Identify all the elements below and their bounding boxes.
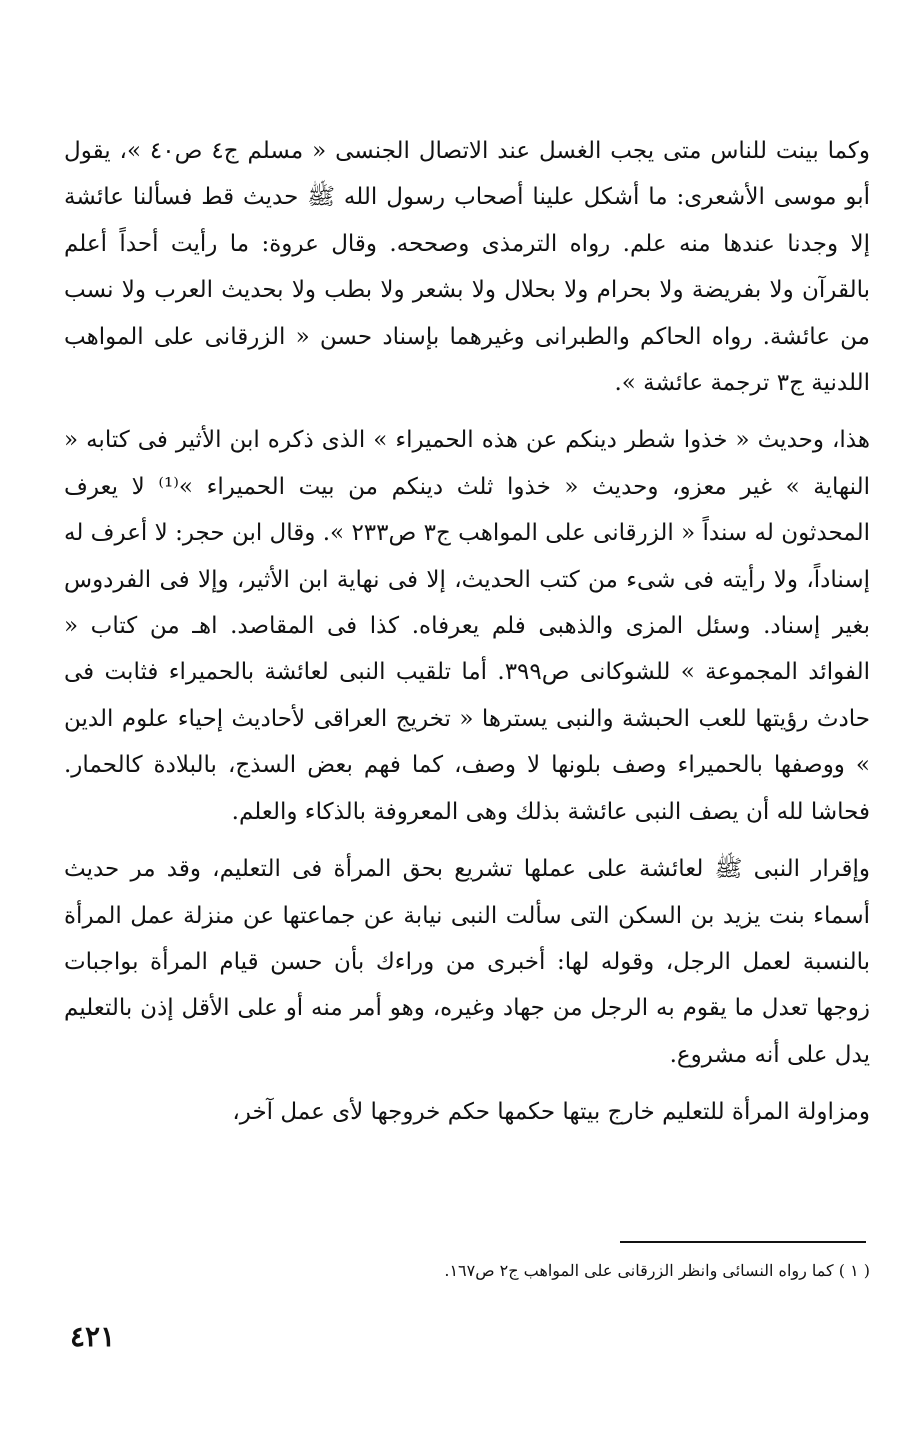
page-number: ٤٢١ bbox=[70, 1320, 116, 1353]
paragraph-1: وكما بينت للناس متى يجب الغسل عند الاتصال الجنسى « مسلم ج٤ ص٤٠ »، يقول أبو موسى الأشعرى: ما أشكل علينا أصحاب رسول الله ﷺ حديث قط فسألنا عائشة إلا وجدنا عندها منه علم. رواه الترمذى وصححه. وقال عروة: ما رأيت أحداً أعلم بالقرآن ولا بفريضة ولا بحرام ولا بحلال ولا بشعر ولا بطب ولا بحديث العرب ولا نسب من عائشة. رواه الحاكم والطبرانى وغيرهما بإسناد حسن « الزرقانى على المواهب اللدنية ج٣ ترجمة عائشة ». bbox=[64, 138, 870, 397]
footnote-divider bbox=[620, 1241, 866, 1243]
paragraph-2: هذا، وحديث « خذوا شطر دينكم عن هذه الحميراء » الذى ذكره ابن الأثير فى كتابه « النهاية » غير معزو، وحديث « خذوا ثلث دينكم من بيت الحميراء »⁽¹⁾ لا يعرف المحدثون له سنداً « الزرقانى على المواهب ج٣ ص٢٣٣ ». وقال ابن حجر: لا أعرف له إسناداً، ولا رأيته فى شىء من كتب الحديث، إلا فى نهاية ابن الأثير، وإلا فى الفردوس بغير إسناد. وسئل المزى والذهبى فلم يعرفاه. كذا فى المقاصد. اهـ من كتاب « الفوائد المجموعة » للشوكانى ص٣٩٩. أما تلقيب النبى لعائشة بالحميراء فثابت فى حادث رؤيتها للعب الحبشة والنبى يسترها « تخريج العراقى لأحاديث إحياء علوم الدين » ووصفها بالحميراء وصف بلونها لا وصف، كما فهم بعض السذج، بالبلادة كالحمار. فحاشا لله أن يصف النبى عائشة بذلك وهى المعروفة بالذكاء والعلم. bbox=[64, 427, 870, 825]
paragraph-4: ومزاولة المرأة للتعليم خارج بيتها حكمها حكم خروجها لأى عمل آخر، bbox=[232, 1099, 870, 1126]
footnote: ( ١ ) كما رواه النسائى وانظر الزرقانى على المواهب ج٢ ص١٦٧. bbox=[444, 1261, 870, 1280]
body-text bbox=[64, 128, 870, 1136]
paragraph-3: وإقرار النبى ﷺ لعائشة على عملها تشريع بحق المرأة فى التعليم، وقد مر حديث أسماء بنت يزيد بن السكن التى سألت النبى نيابة عن جماعتها عن منزلة عمل المرأة بالنسبة لعمل الرجل، وقوله لها: أخبرى من وراءك بأن حسن قيام المرأة بواجبات زوجها تعدل ما يقوم به الرجل من جهاد وغيره، وهو أمر منه أو على الأقل إذن بالتعليم يدل على أنه مشروع. bbox=[64, 856, 870, 1068]
